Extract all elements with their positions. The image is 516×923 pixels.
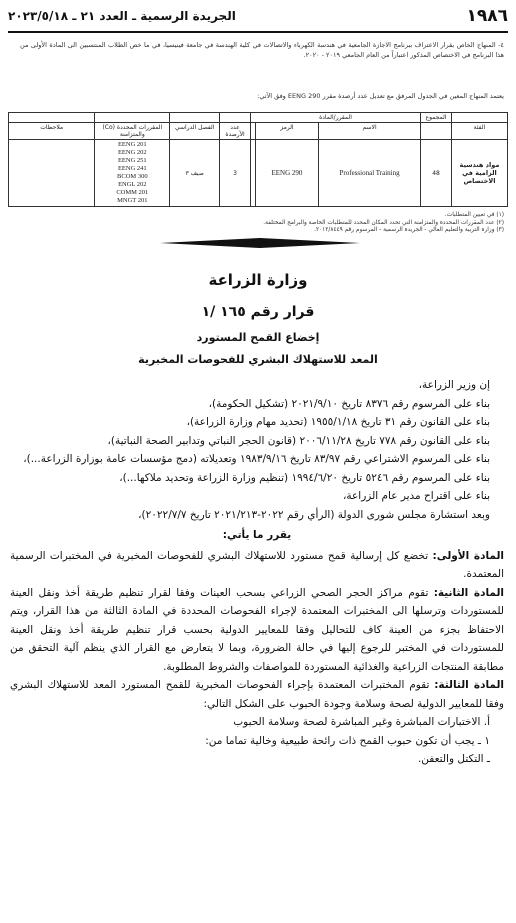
table-caption: يعتمد المنهاج المعين في الجدول المرفق مع تعديل عدد أرصدة مقرر EENG 290 وفق الآتي: [257,92,504,100]
row-prereq-codes [95,140,170,207]
header-rule [8,31,508,33]
prereq-code: MNGT 201 [117,197,148,204]
item-1: ١ ـ يجب أن تكون حبوب القمح ذات رائحة طبيعية وخالية تماما من: [205,734,490,747]
header-notes: ملاحظات [9,123,95,140]
header-term: الفصل الدراسي [170,123,220,140]
table-row [9,140,508,207]
prereq-code: BCOM 300 [117,173,148,180]
article-3 [10,676,504,713]
header-term-blank [170,113,220,123]
row-name: Professional Training [319,140,421,207]
header-category-label: الفئة [451,123,507,140]
article-2 [10,584,504,677]
article-2-label: المادة الثانية: [433,586,504,599]
article-3-text: تقوم المختبرات المعتمدة بإجراء الفحوصات المخبرية للقمح المستورد المعد للاستهلاك البشري وفقا للمعايير الدولية لصحة وسلامة وجودة الحبوب على الشكل التالي: [10,679,504,710]
section-divider [160,236,360,250]
page-header [8,6,508,28]
decision-number: قرار رقم ١٦٥ /١ [201,304,315,320]
prereq-code: EENG 202 [117,149,147,156]
table-subheader-row [9,123,508,140]
prereq-code: EENG 241 [117,165,147,172]
row-term: صيف ٣ [170,140,220,207]
article-1-label: المادة الأولى: [432,549,504,562]
header-code: الرمز [255,123,318,140]
header-notes-blank [9,113,95,123]
header-prereq-blank [95,113,170,123]
header-credits-blank [220,113,251,123]
row-notes [9,140,95,207]
publication-title: الجريدة الرسمية ـ العدد ٢١ ـ ٢٠٢٣/٥/١٨ [8,9,236,23]
header-name: الاسم [319,123,421,140]
row-credits: 3 [220,140,251,207]
decides-line: يقرر ما يأتي: [222,529,292,541]
curriculum-note: ٤- المنهاج الخاص بقرار الاعتراف ببرنامج الاجازة الجامعية في هندسة الكهرباء والاتصالات في كلية الهندسة في جامعة فينيسيا، في ما خص الطلاب المنتسبين الى المادة الأولى من هذا البرنامج في الاختصاص المذكور اعتباراً من العام الجامعي ٢٠١٩ - ٢٠٢٠. [20,41,504,59]
prereq-code: EENG 251 [117,157,147,164]
article-1-text: تخضع كل إرسالية قمح مستورد للاستهلاك البشري للفحوصات المخبرية في المختبرات الرسمية المعتمدة. [10,549,504,580]
header-credits: عدد الأرصدة [220,123,251,140]
decision-subject-line2: المعد للاستهلاك البشري للفحوصات المخبرية [138,353,378,366]
item-a: أ. الاختبارات المباشرة وغير المباشرة لصحة وسلامة الحبوب [233,716,490,728]
article-3-label: المادة الثالثة: [434,679,504,691]
prereq-code: COMM 201 [116,189,149,196]
recital: بناء على المرسوم رقم ٨٣٧٦ تاريخ ٢٠٢١/٩/١٠ (تشكيل الحكومة)، [208,397,490,410]
header-course-group: المقرر/المادة [250,113,420,123]
article-1 [10,547,504,584]
footnote: (٣) وزارة التربية والتعليم العالي - الجريدة الرسمية - المرسوم رقم ٢٠١٢/٨٤٤٩. [314,227,504,233]
recital: بناء على القانون رقم ٧٧٨ تاريخ ٢٠٠٦/١١/٢٨ (قانون الحجر النباتي وتدابير الصحة النباتية)، [107,434,490,447]
prereq-code: ENGL 202 [118,181,147,188]
recital: بناء على المرسوم رقم ٥٢٤٦ تاريخ ١٩٩٤/٦/٢٠ (تنظيم وزارة الزراعة وتحديد ملاكها...)، [119,471,490,484]
curriculum-table [8,112,508,207]
row-code: EENG 290 [255,140,318,207]
preamble: إن وزير الزراعة، [418,379,490,391]
footnote: (١) في تعيين المتطلبات. [444,212,504,218]
header-total: المجموع [421,113,452,123]
recital: بناء على المرسوم الاشتراعي رقم ٨٣/٩٧ تاريخ ١٩٨٣/٩/١٦ وتعديلاته (دمج مؤسسات عامة بوزارة الزراعة...)، [23,453,490,465]
page-number: ١٩٨٦ [466,6,508,26]
header-category [451,113,507,123]
recital: وبعد استشارة مجلس شورى الدولة (الرأي رقم ٢٠٢٢-٢٠٢١/٢١٣ تاريخ ٢٠٢٢/٧/٧)، [138,508,490,521]
table-footnotes [20,212,504,235]
item-dash: ـ التكتل والتعفن. [417,753,490,765]
table-header-row [9,113,508,123]
recital: بناء على اقتراح مدير عام الزراعة، [343,490,490,502]
decision-subject-line1: إخضاع القمح المستورد [196,331,320,344]
article-2-text: تقوم مراكز الحجر الصحي الزراعي بسحب العينات وفقا لقرار تنظيم طريقة أخذ ونقل العينة للمستوردات وترسلها الى المختبرات المعتمدة لإجراء الفحوصات المحددة في المادة الثالثة من هذا القرار، ويتم الاحتفاظ بجزء من العينة كاف للتحاليل وفقا للمعايير الدولية بحسب قرار تنظيم طريقة أخذ ونقل العينة للمستوردات في المختبر للرجوع إليها في حالة الضرورة، وبما لا يتعارض مع القرار الذي ينظم آلية التحقق من مطابقة المنتجات الزراعية والغذائية المستوردة للمواصفات والشروط المطلوبة. [10,586,504,673]
header-prereq: المقررات المحددة (Co) والمتزامنة [95,123,170,140]
row-category: مواد هندسية الزامية في الاختصاص [451,140,507,207]
ministry-title: وزارة الزراعة [208,271,308,289]
footnote: (٢) عدد المقررات المحددة والمتزامنة التي تحدد المكان المحدد للمتطلبات الخاصة والبرامج المختلفة. [263,219,504,226]
recital: بناء على القانون رقم ٣١ تاريخ ١٩٥٥/١/١٨ (تحديد مهام وزارة الزراعة)، [186,416,490,428]
decision-body [10,376,504,769]
prereq-code: EENG 201 [117,141,147,148]
row-total: 48 [421,140,452,207]
